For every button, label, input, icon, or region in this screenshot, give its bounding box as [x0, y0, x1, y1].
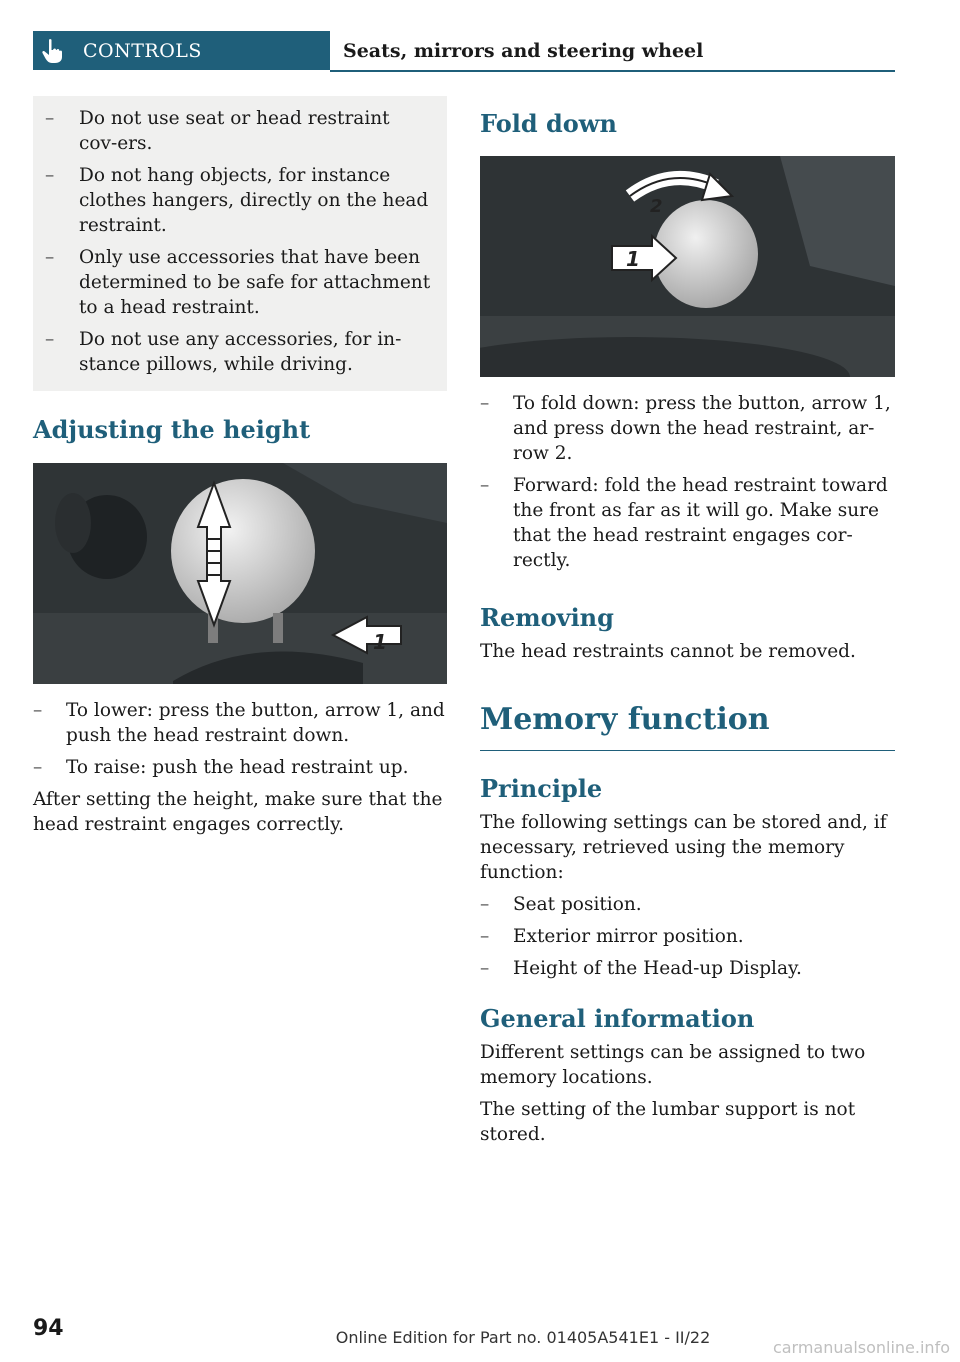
- edition-text: Online Edition for Part no. 01405A541E1 - II/22: [335, 1328, 711, 1347]
- principle-text: The following settings can be stored and, if necessary, retrieved using the memory function:: [480, 812, 887, 883]
- list-item: – Forward: fold the head restraint toward the front as far as it will go. Make sure that the head restraint engages cor-rectly.: [480, 473, 895, 573]
- removing-text: The head restraints cannot be removed.: [480, 641, 856, 662]
- section-heading-principle: Principle: [480, 774, 603, 803]
- section-tab: [33, 31, 330, 70]
- height-adjust-image: [33, 463, 447, 684]
- left-column: [33, 96, 447, 837]
- list-item: – To raise: push the head restraint up.: [33, 755, 447, 780]
- header-rule: [330, 70, 895, 72]
- page-number: 94: [33, 1316, 64, 1341]
- list-item: – To lower: press the button, arrow 1, and push the head restraint down.: [33, 698, 447, 748]
- height-note: After setting the height, make sure that the head restraint engages correctly.: [33, 789, 443, 835]
- right-column: [480, 96, 895, 1147]
- general-text-1: Different settings can be assigned to two memory locations.: [480, 1042, 866, 1088]
- fold-down-image: [480, 156, 895, 377]
- principle-list: [480, 892, 895, 981]
- callout-1-label: 1: [373, 630, 387, 654]
- list-item: – Only use accessories that have been determined to be safe for attachment to a head restraint.: [45, 245, 431, 320]
- section-heading-memory: Memory function: [480, 702, 770, 737]
- list-item: – Height of the Head-up Display.: [480, 956, 895, 981]
- hand-pointer-icon: [41, 38, 63, 64]
- list-item: – Do not use seat or head restraint cov-ers.: [45, 106, 431, 156]
- warning-box: [33, 96, 447, 391]
- list-item: – Do not hang objects, for instance clothes hangers, directly on the head restraint.: [45, 163, 431, 238]
- chapter-title: Seats, mirrors and steering wheel: [343, 39, 704, 62]
- callout-2-label: 2: [650, 196, 663, 217]
- list-item: – Seat position.: [480, 892, 895, 917]
- memory-rule: [480, 750, 895, 751]
- general-text-2: The setting of the lumbar support is not stored.: [480, 1099, 856, 1145]
- list-item: – Exterior mirror position.: [480, 924, 895, 949]
- height-steps: [33, 698, 447, 780]
- section-heading-fold: Fold down: [480, 109, 617, 138]
- callout-1-label: 1: [626, 247, 640, 271]
- section-heading-removing: Removing: [480, 603, 614, 632]
- section-heading-height: Adjusting the height: [33, 415, 311, 444]
- section-heading-general: General information: [480, 1004, 755, 1033]
- watermark: carmanualsonline.info: [772, 1338, 950, 1357]
- list-item: – To fold down: press the button, arrow 1, and press down the head restraint, ar-row 2.: [480, 391, 895, 466]
- fold-steps: [480, 391, 895, 573]
- list-item: – Do not use any accessories, for in-stance pillows, while driving.: [45, 327, 431, 377]
- page-header: [33, 31, 895, 72]
- warning-list: [45, 106, 431, 377]
- section-label: CONTROLS: [83, 39, 202, 62]
